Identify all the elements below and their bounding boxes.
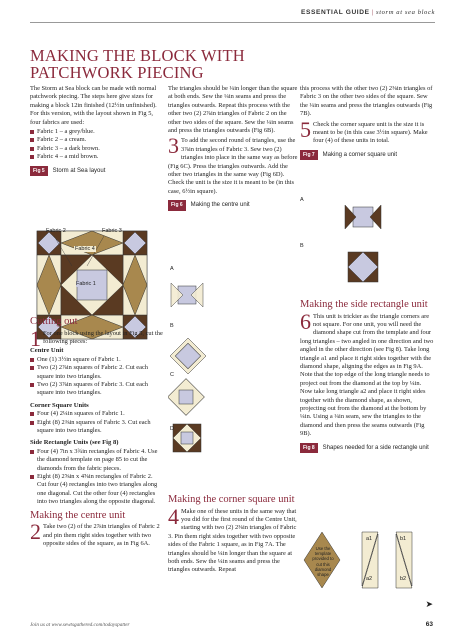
cutting-out-heading: Cutting out bbox=[30, 316, 78, 327]
page-number: 63 bbox=[425, 621, 433, 628]
page-footer: Join us at www.sewtsgathered.com/todayspatter bbox=[30, 622, 130, 628]
step5-number: 5 bbox=[300, 116, 311, 142]
corner-unit-steps-svg bbox=[300, 197, 434, 289]
step3-paragraph bbox=[168, 133, 298, 196]
step4-paragraph bbox=[168, 503, 298, 575]
fig8-label-b2: b2 bbox=[400, 576, 407, 582]
column-2 bbox=[168, 85, 298, 211]
fig6-label-b: B bbox=[170, 323, 174, 329]
header-series: storm at sea block bbox=[376, 9, 435, 16]
side-item bbox=[30, 473, 163, 507]
corner-item bbox=[30, 410, 163, 418]
corner-square-heading: Making the corner square unit bbox=[168, 494, 295, 505]
fabric-item bbox=[30, 145, 163, 153]
fabric-text: Fabric 4 – a mid brown. bbox=[37, 153, 99, 161]
fig6-tag: Fig 6 bbox=[168, 200, 186, 210]
fig5-caption bbox=[30, 166, 163, 176]
col2-paragraph: The triangles should be ¼in longer than the square at both ends. Sew the ¼in seams and press the triangles outwards. Repeat this process with the other two (2) 2⅞in triangles of Fabric 2 on the other two sides of the square. Sew the ¼in seams and press the triangles outwards (Fig 6B). bbox=[168, 85, 298, 135]
side-rectangle-heading: Making the side rectangle unit bbox=[300, 299, 428, 310]
fig5-label-fabric4: Fabric 4 bbox=[75, 246, 95, 252]
column-3 bbox=[300, 85, 434, 160]
centre-item bbox=[30, 381, 163, 398]
side-item-text: Four (4) 7in x 3¾in rectangles of Fabric 4. Use the diamond template on page 85 to cut the diamonds from the fabric pieces. bbox=[37, 447, 158, 472]
bullet-icon bbox=[30, 412, 34, 416]
fig6-diagram bbox=[168, 266, 298, 466]
fig8-label-a2: a2 bbox=[366, 576, 373, 582]
centre-item-text: One (1) 3½in square of Fabric 1. bbox=[37, 355, 121, 363]
centre-unit-heading: Centre Unit bbox=[30, 347, 64, 355]
bullet-icon bbox=[30, 138, 34, 142]
step6-number: 6 bbox=[300, 308, 311, 334]
corner-item-text: Four (4) 2¼in squares of Fabric 1. bbox=[37, 410, 125, 418]
header-sep: | bbox=[371, 9, 374, 16]
centre-item bbox=[30, 356, 163, 364]
page-title: MAKING THE BLOCK WITH PATCHWORK PIECING bbox=[30, 46, 245, 82]
fig6-title: Making the centre unit bbox=[190, 202, 250, 209]
centre-unit-steps-svg bbox=[168, 266, 298, 466]
fabric-item bbox=[30, 136, 163, 144]
bullet-icon bbox=[30, 130, 34, 134]
corner-unit bbox=[37, 231, 61, 255]
step2-paragraph bbox=[30, 519, 163, 548]
fig8-title: Shapes needed for a side rectangle unit bbox=[322, 444, 429, 451]
column-1 bbox=[30, 85, 163, 176]
bullet-icon bbox=[30, 421, 34, 425]
fig8-diagram bbox=[300, 528, 434, 593]
bullet-icon bbox=[30, 475, 34, 479]
header-guide: ESSENTIAL GUIDE bbox=[301, 9, 370, 16]
fig7-tag: Fig 7 bbox=[300, 150, 318, 160]
continue-arrow-icon: ➤ bbox=[425, 599, 433, 609]
bullet-icon bbox=[30, 358, 34, 362]
fig8-template-note: Use the template provided to cut this diamond shape bbox=[312, 546, 334, 578]
fabric-item bbox=[30, 153, 163, 161]
col3-paragraph: this process with the other two (2) 2⅜in triangles of Fabric 3 on the other two sides of the square. Sew the ¼in seams and press the triangles outwards (Fig 7B). bbox=[300, 85, 433, 118]
fabric-text: Fabric 2 – a cream. bbox=[37, 136, 87, 144]
page-header bbox=[301, 9, 435, 16]
step1-number: 1 bbox=[30, 325, 41, 351]
header-rule bbox=[30, 22, 435, 23]
corner-item-text: Eight (8) 2⅜in squares of Fabric 3. Cut each square into two triangles. bbox=[37, 418, 151, 434]
fig6-label-d: D bbox=[170, 426, 174, 432]
fabric-item bbox=[30, 128, 163, 136]
fig6-label-c: C bbox=[170, 372, 174, 378]
bullet-icon bbox=[30, 155, 34, 159]
fabric-text: Fabric 1 – a grey/blue. bbox=[37, 128, 95, 136]
column-3-lower bbox=[300, 298, 434, 453]
step6-text: This unit is trickier as the triangle corners are not square. For one unit, you will need the diamond shape cut from the template and four long triangles – two angled in one direction and two angled in the other direction (see Fig 8). Take long triangle a1 and place it right sides together with the diamond shape, aligning the edges as in Fig 9A. Note that the top edge of the long triangle needs to project out from the diamond at the top by ¼in. Now take long triangle a2 and place it right sides together with the diamond shape, as shown, projecting out from the diamond at the bottom by ¼in. Using a ¼in seam, sew the triangles to the diamond and then press the seams outwards (Fig 9B). bbox=[300, 312, 434, 438]
fig5-label-fabric3: Fabric 3 bbox=[102, 228, 122, 234]
fig7-label-a: A bbox=[300, 197, 304, 203]
fig7-diagram bbox=[300, 197, 434, 289]
step6-paragraph bbox=[300, 308, 434, 439]
bullet-icon bbox=[30, 383, 34, 387]
step2-text: Take two (2) of the 2⅞in triangles of Fabric 2 and pin them right sides together with two opposite sides of the square, as in Fig 6A. bbox=[43, 523, 160, 547]
fig5-label-fabric1: Fabric 1 bbox=[76, 281, 96, 287]
column-2-lower bbox=[168, 493, 298, 576]
fig6-label-a: A bbox=[170, 266, 174, 272]
step4-number: 4 bbox=[168, 503, 179, 529]
fig6-caption bbox=[168, 200, 298, 210]
centre-item-text: Two (2) 2⅞in squares of Fabric 2. Cut each square into two triangles. bbox=[37, 364, 149, 380]
fig5-label-fabric2: Fabric 2 bbox=[46, 228, 66, 234]
bullet-icon bbox=[30, 366, 34, 370]
making-centre-heading: Making the centre unit bbox=[30, 509, 126, 521]
centre-item bbox=[30, 364, 163, 381]
centre-item-text: Two (2) 3⅞in squares of Fabric 3. Cut each square into two triangles. bbox=[37, 380, 149, 397]
fig8-label-b1: b1 bbox=[400, 536, 407, 542]
fig8-tag: Fig 8 bbox=[300, 443, 318, 453]
side-item bbox=[30, 448, 163, 473]
step4-text: Make one of these units in the same way that you did for the first round of the Centre Unit, starting with two (2) 2⅜in triangles of Fabric 3. Pin them right sides together with two opposite sides of the Fabric 1 square, as in Fig 7A. The triangles should be ¼in longer than the square at both ends. Sew the ¼in seams and press the triangles outwards. Repeat bbox=[168, 507, 297, 574]
bullet-icon bbox=[30, 147, 34, 151]
fig5-title: Storm at Sea layout bbox=[52, 167, 106, 174]
fig7-label-b: B bbox=[300, 243, 304, 249]
step5-text: Check the corner square unit is the size it is meant to be (in this case 3½in square). Make four (4) of these units in total. bbox=[313, 120, 428, 145]
step1-text: For one block using the layout in Fig 5, cut the following pieces: bbox=[43, 329, 163, 345]
corner-item bbox=[30, 419, 163, 436]
fig5-tag: Fig 5 bbox=[30, 166, 48, 176]
fabric-text: Fabric 3 – a dark brown. bbox=[37, 144, 100, 152]
step5-paragraph bbox=[300, 116, 434, 146]
fig7-title: Making a corner square unit bbox=[322, 151, 398, 158]
fig8-caption bbox=[300, 443, 434, 453]
fig7-caption bbox=[300, 150, 434, 160]
step2-number: 2 bbox=[30, 519, 41, 545]
side-units-heading: Side Rectangle Units (see Fig 8) bbox=[30, 439, 119, 447]
fig8-label-a1: a1 bbox=[366, 536, 373, 542]
side-item-text: Eight (8) 2⅝in x 4⅝in rectangles of Fabric 2. Cut four (4) rectangles into two triangles along one diagonal. Cut the other four (4) rectangles into two triangles along the opposite diagonal. bbox=[37, 473, 158, 506]
intro-paragraph: The Storm at Sea block can be made with normal patchwork piecing. The steps here give sizes for making a block 12in finished (12½in unfinished). For this version, with the layout shown in Fig 5, four fabrics are used: bbox=[30, 85, 157, 126]
column-1-lower bbox=[30, 315, 163, 549]
bullet-icon bbox=[30, 450, 34, 454]
step3-text: To add the second round of triangles, use the 3⅞in triangles of Fabric 3. Sew two (2) triangles into place in the same way as before (Fig 6C). Press the triangles outwards. Add the other two triangles in the same way (Fig 6D). Check the unit is the size it is meant to be (in this case, 6½in square). bbox=[168, 137, 298, 195]
step3-number: 3 bbox=[168, 133, 179, 159]
corner-units-heading: Corner Square Units bbox=[30, 401, 89, 409]
